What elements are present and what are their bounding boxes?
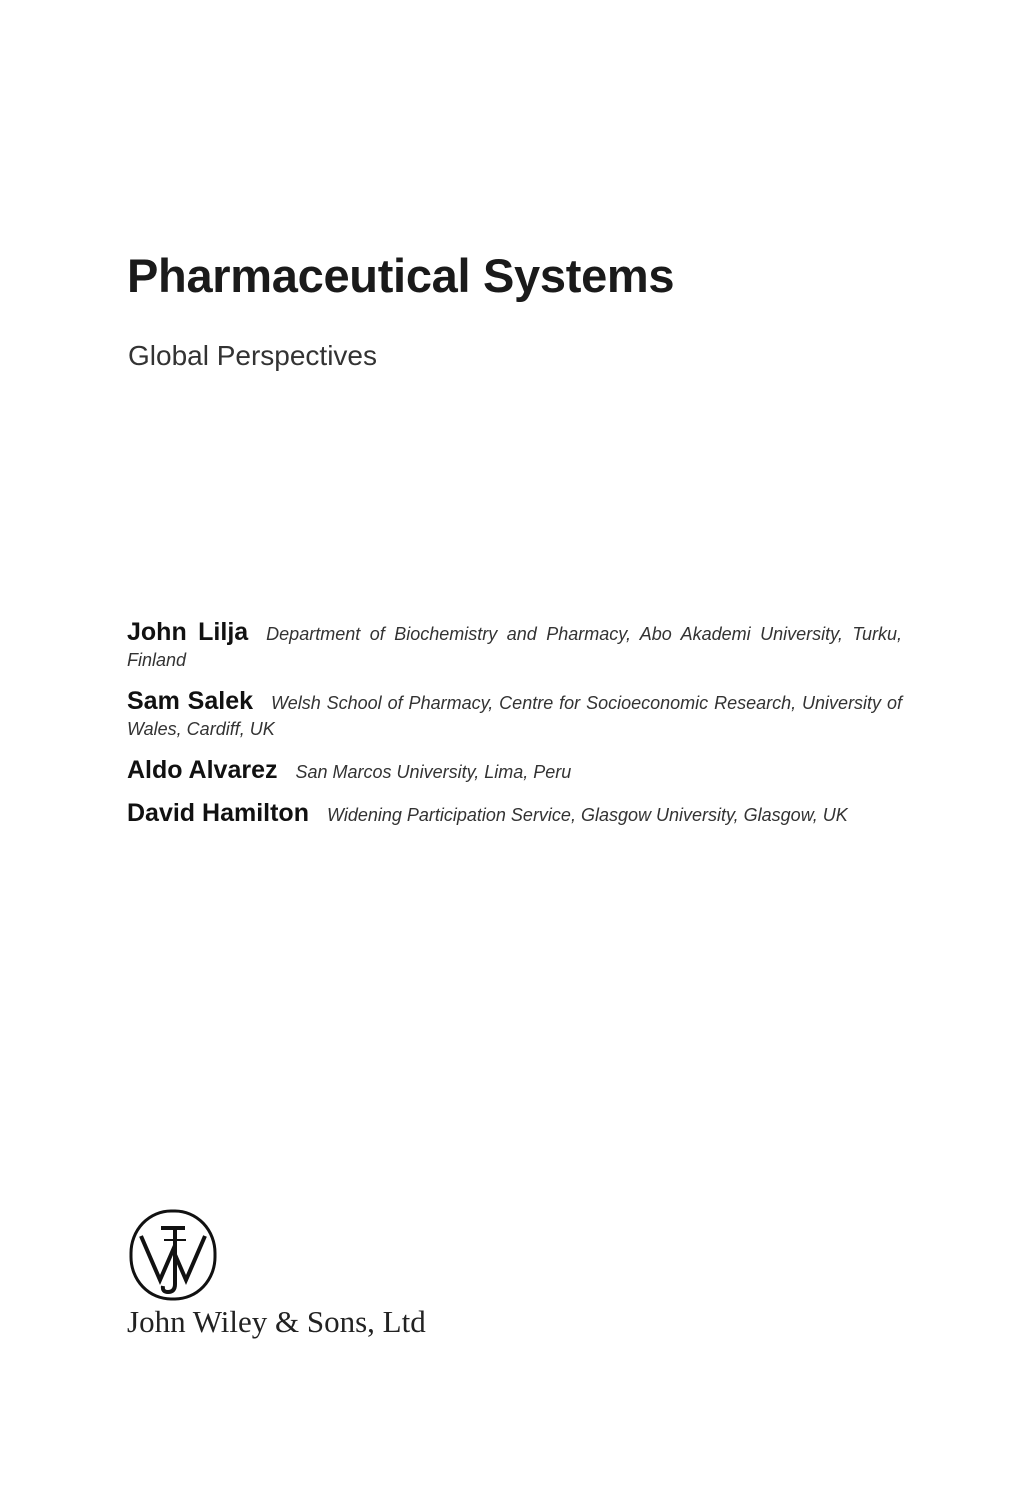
author-entry	[127, 687, 902, 742]
book-title: Pharmaceutical Systems	[127, 249, 675, 302]
author-affiliation: San Marcos University, Lima, Peru	[295, 762, 572, 782]
wiley-logo-icon	[128, 1208, 218, 1302]
book-subtitle: Global Perspectives	[128, 340, 378, 371]
author-entry	[127, 756, 902, 785]
author-affiliation: Widening Participation Service, Glasgow University, Glasgow, UK	[326, 805, 848, 825]
author-name: David Hamilton	[127, 799, 309, 827]
author-name: Sam Salek	[127, 687, 254, 715]
author-affiliation: Department of Biochemistry and Pharmacy, Abo Akademi University, Turku, Finland	[127, 624, 902, 670]
author-name: John Lilja	[127, 618, 249, 646]
author-list	[127, 618, 902, 842]
author-entry	[127, 618, 902, 673]
author-entry	[127, 799, 902, 828]
author-name: Aldo Alvarez	[127, 756, 278, 784]
author-affiliation: Welsh School of Pharmacy, Centre for Socioeconomic Research, University of Wales, Cardiff, UK	[127, 693, 903, 739]
publisher-name: John Wiley & Sons, Ltd	[127, 1304, 426, 1339]
